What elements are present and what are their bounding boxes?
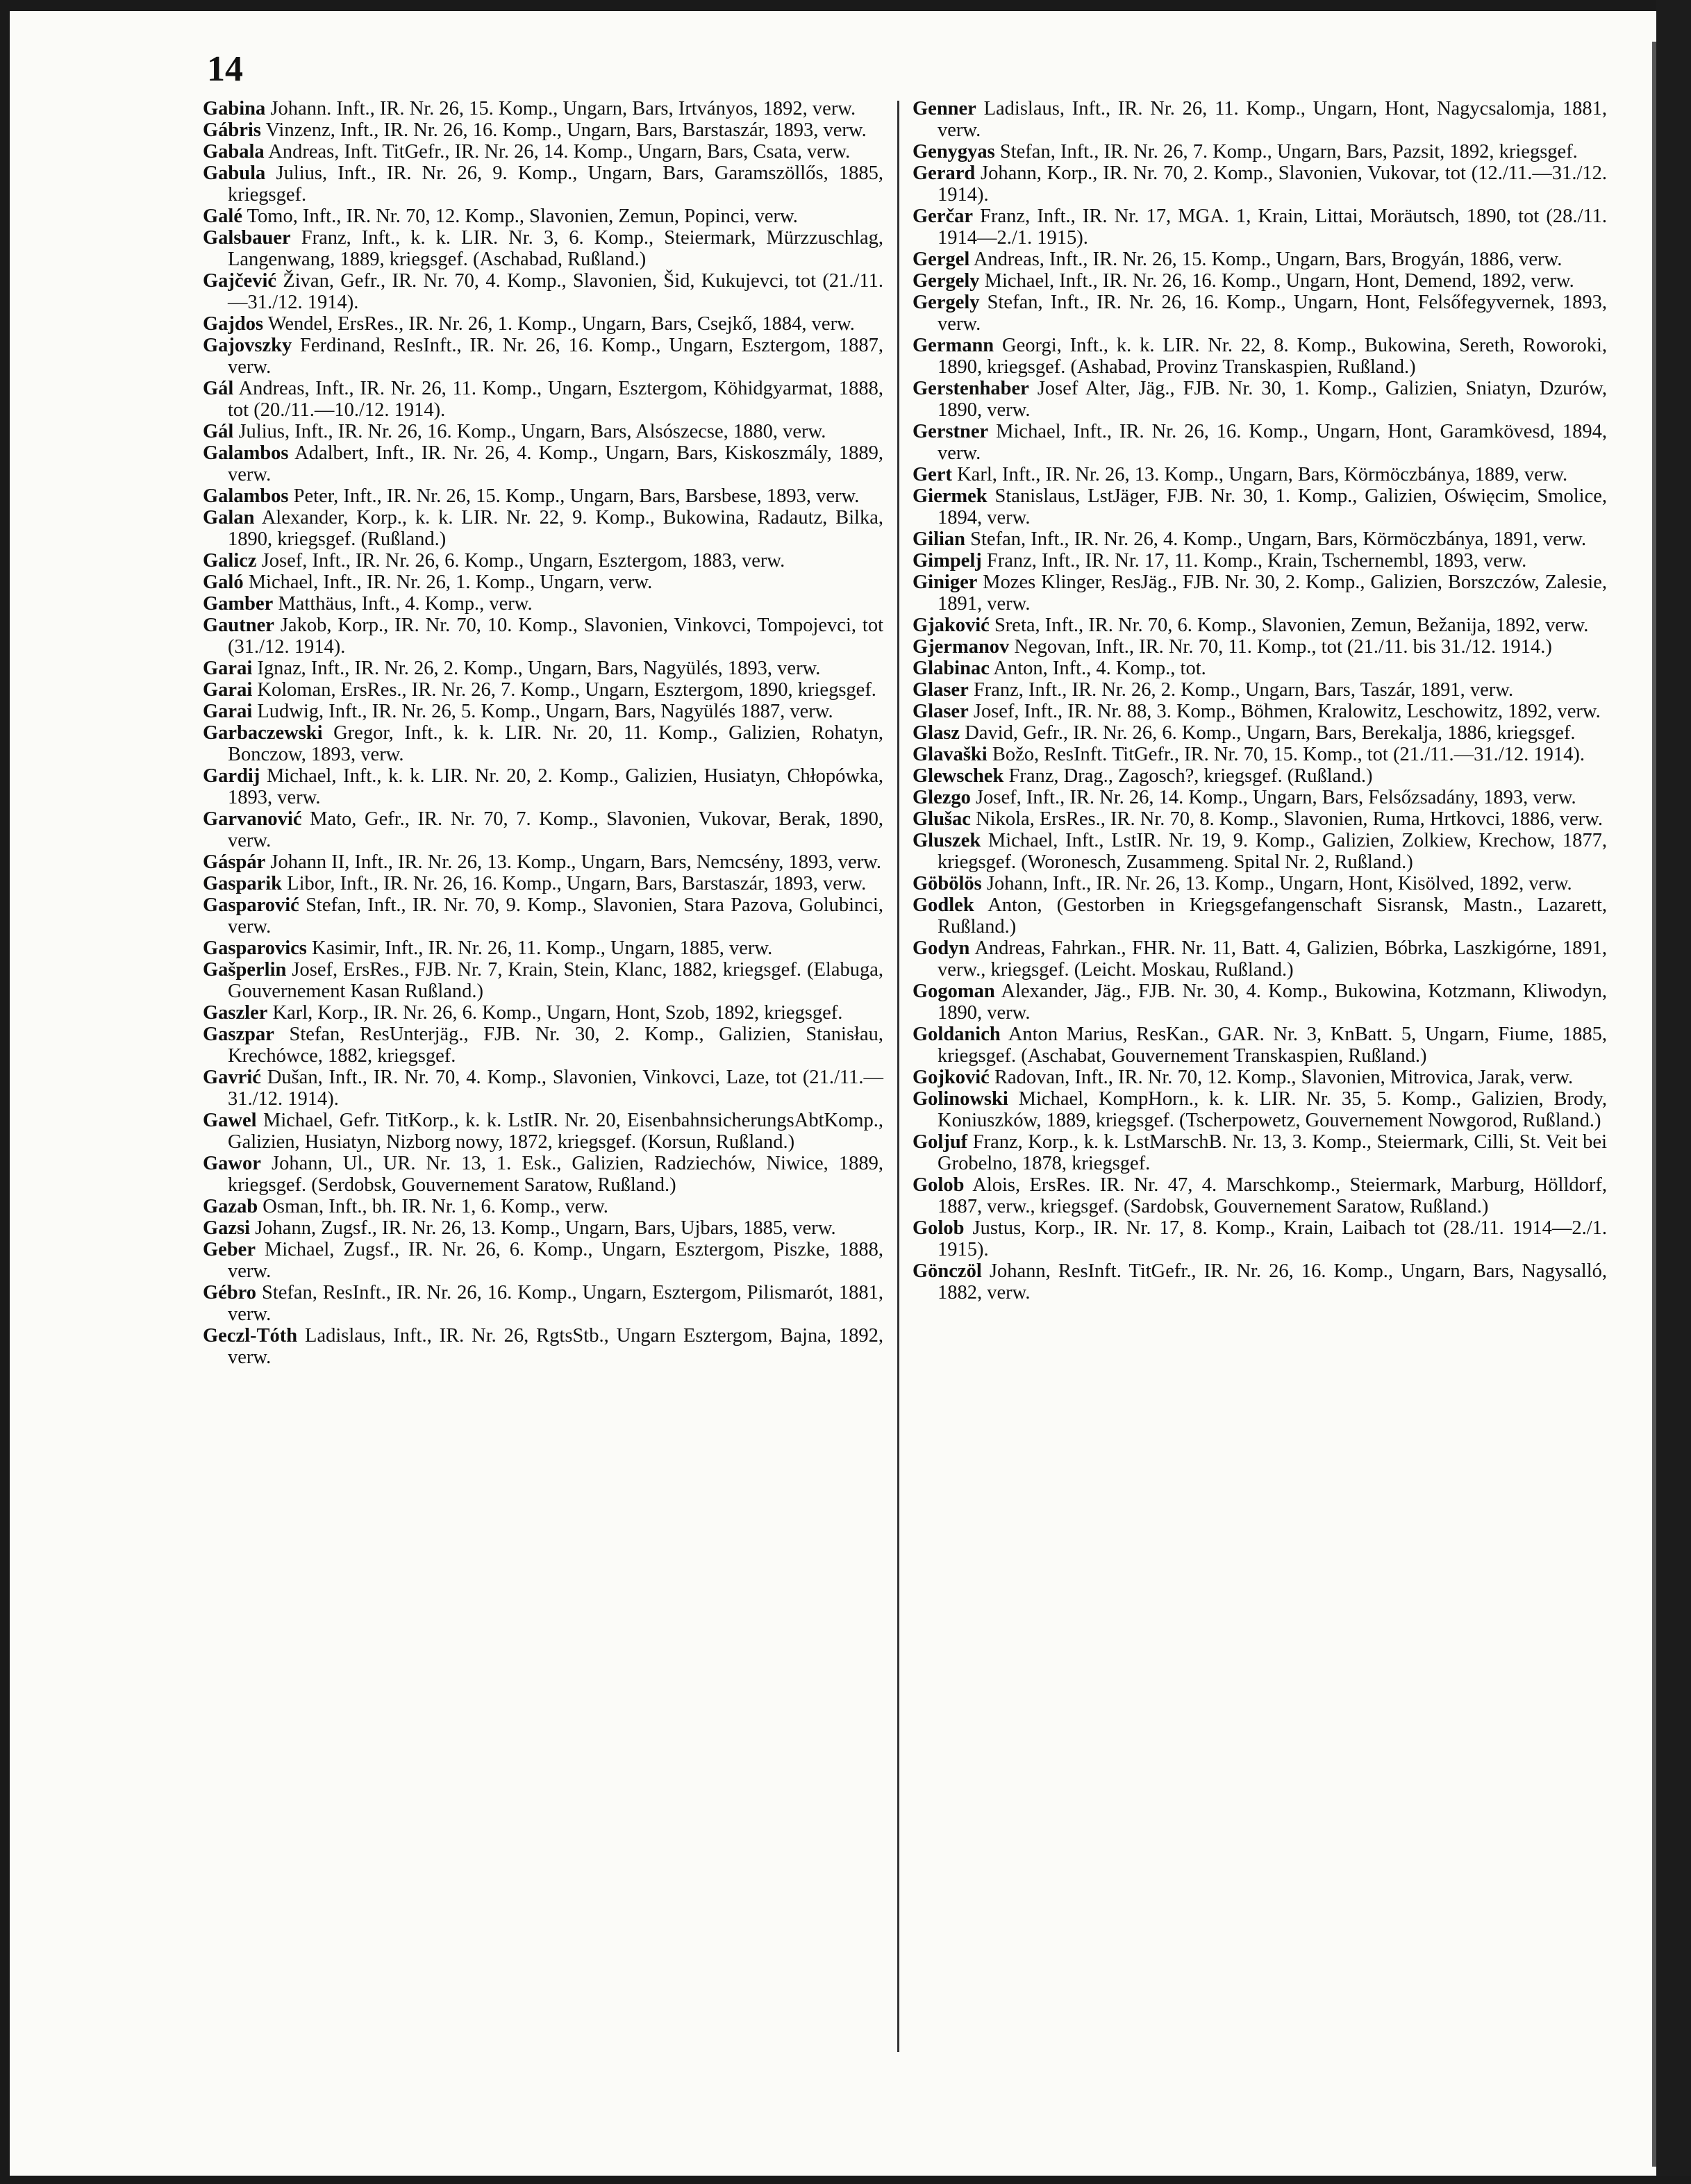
casualty-entry [203, 313, 883, 335]
entry-surname: Glušac [913, 808, 971, 830]
entry-surname: Glewschek [913, 765, 1004, 787]
casualty-entry [913, 894, 1607, 937]
entry-details: Andreas, Inft., IR. Nr. 26, 11. Komp., Ungarn, Esztergom, Köhidgyarmat, 1888, tot (20./11.—10./12. 1914). [228, 378, 883, 421]
casualty-entry [913, 1260, 1607, 1303]
entry-details: Stefan, ResUnterjäg., FJB. Nr. 30, 2. Komp., Galizien, Stanisłau, Krechówce, 1882, kriegsgef. [228, 1024, 883, 1067]
entry-details: Andreas, Fahrkan., FHR. Nr. 11, Batt. 4, Galizien, Bóbrka, Laszkigórne, 1891, verw., kriegsgef. (Leicht. Moskau, Rußland.) [938, 937, 1607, 981]
entry-surname: Gabula [203, 162, 266, 184]
entry-details: Georgi, Inft., k. k. LIR. Nr. 22, 8. Komp., Bukowina, Sereth, Roworoki, 1890, kriegsgef. (Ashabad, Provinz Transkaspien, Rußland.) [938, 335, 1607, 378]
entry-details: Michael, Inft., IR. Nr. 26, 1. Komp., Ungarn, verw. [243, 572, 653, 593]
casualty-entry [203, 378, 883, 421]
entry-surname: Gaszpar [203, 1024, 274, 1045]
casualty-entry [203, 1196, 883, 1217]
entry-details: Mozes Klinger, ResJäg., FJB. Nr. 30, 2. Komp., Galizien, Borszczów, Zalesie, 1891, verw. [938, 572, 1607, 615]
page-number: 14 [207, 49, 243, 89]
casualty-entry [913, 421, 1607, 464]
entry-details: Ferdinand, ResInft., IR. Nr. 26, 16. Komp., Ungarn, Esztergom, 1887, verw. [228, 335, 883, 378]
entry-surname: Gardij [203, 765, 260, 787]
entry-surname: Gabina [203, 98, 266, 119]
scan-edge-right-shadow [1652, 42, 1656, 2167]
entry-details: Mato, Gefr., IR. Nr. 70, 7. Komp., Slavonien, Vukovar, Berak, 1890, verw. [228, 808, 883, 851]
entry-surname: Garai [203, 658, 253, 679]
entry-surname: Giniger [913, 572, 978, 593]
entry-details: Andreas, Inft. TitGefr., IR. Nr. 26, 14. Komp., Ungarn, Bars, Csata, verw. [264, 141, 851, 162]
casualty-entry [203, 227, 883, 270]
entry-details: Julius, Inft., IR. Nr. 26, 16. Komp., Ungarn, Bars, Alsószecse, 1880, verw. [233, 421, 826, 442]
entry-surname: Gerard [913, 162, 976, 184]
left-column [203, 98, 883, 1368]
entry-surname: Gamber [203, 593, 274, 615]
entry-details: Franz, Inft., IR. Nr. 17, 11. Komp., Krain, Tschernembl, 1893, verw. [981, 550, 1527, 572]
casualty-entry [203, 679, 883, 701]
casualty-entry [203, 206, 883, 227]
entry-details: Radovan, Inft., IR. Nr. 70, 12. Komp., Slavonien, Mitrovica, Jarak, verw. [989, 1067, 1574, 1088]
casualty-entry [913, 981, 1607, 1024]
casualty-entry [913, 1067, 1607, 1088]
entry-surname: Gavrić [203, 1067, 261, 1088]
entry-surname: Golob [913, 1217, 965, 1239]
casualty-entry [203, 485, 883, 507]
entry-surname: Gerstner [913, 421, 989, 442]
entry-surname: Gawel [203, 1110, 257, 1131]
entry-surname: Gasparovics [203, 937, 307, 959]
entry-surname: Gazsi [203, 1217, 251, 1239]
entry-details: Kasimir, Inft., IR. Nr. 26, 11. Komp., Ungarn, 1885, verw. [306, 937, 773, 959]
entry-details: Osman, Inft., bh. IR. Nr. 1, 6. Komp., verw. [258, 1196, 608, 1217]
entry-details: Wendel, ErsRes., IR. Nr. 26, 1. Komp., Ungarn, Bars, Csejkő, 1884, verw. [263, 313, 855, 335]
entry-details: Michael, Inft., k. k. LIR. Nr. 20, 2. Komp., Galizien, Husiatyn, Chłopówka, 1893, verw. [228, 765, 883, 808]
casualty-entry [203, 1024, 883, 1067]
casualty-entry [913, 722, 1607, 744]
entry-surname: Gergely [913, 292, 980, 313]
casualty-entry [913, 270, 1607, 292]
entry-surname: Godyn [913, 937, 970, 959]
entry-surname: Gaszler [203, 1002, 268, 1024]
entry-details: Michael, Zugsf., IR. Nr. 26, 6. Komp., Ungarn, Esztergom, Piszke, 1888, verw. [228, 1239, 883, 1282]
entry-surname: Golinowski [913, 1088, 1008, 1110]
entry-details: Stanislaus, LstJäger, FJB. Nr. 30, 1. Komp., Galizien, Oświęcim, Smolice, 1894, verw. [938, 485, 1607, 528]
casualty-entry [203, 1325, 883, 1368]
casualty-entry [203, 894, 883, 937]
entry-surname: Galé [203, 206, 242, 227]
entry-details: Stefan, ResInft., IR. Nr. 26, 16. Komp., Ungarn, Esztergom, Pilismarót, 1881, verw. [228, 1282, 883, 1325]
entry-surname: Galsbauer [203, 227, 291, 249]
casualty-entry [203, 1110, 883, 1153]
entry-details: Johann. Inft., IR. Nr. 26, 15. Komp., Ungarn, Bars, Irtványos, 1892, verw. [265, 98, 856, 119]
entry-surname: Gasparik [203, 873, 283, 894]
entry-surname: Gerstenhaber [913, 378, 1029, 399]
casualty-entry [203, 722, 883, 765]
entry-details: Nikola, ErsRes., IR. Nr. 70, 8. Komp., Slavonien, Ruma, Hrtkovci, 1886, verw. [970, 808, 1603, 830]
scan-edge-bottom [0, 2176, 1691, 2184]
entry-surname: Garvanović [203, 808, 302, 830]
entry-details: Stefan, Inft., IR. Nr. 26, 16. Komp., Ungarn, Hont, Felsőfegyvernek, 1893, verw. [938, 292, 1607, 335]
entry-surname: Gasparović [203, 894, 299, 916]
casualty-entry [913, 873, 1607, 894]
entry-details: Josef, ErsRes., FJB. Nr. 7, Krain, Stein, Klanc, 1882, kriegsgef. (Elabuga, Gouvernement Kasan Rußland.) [228, 959, 883, 1002]
entry-surname: Geczl-Tóth [203, 1325, 298, 1347]
casualty-entry [913, 572, 1607, 615]
entry-surname: Gogoman [913, 981, 995, 1002]
entry-details: Ludwig, Inft., IR. Nr. 26, 5. Komp., Ungarn, Bars, Nagyülés 1887, verw. [252, 701, 833, 722]
entry-details: Johann, Zugsf., IR. Nr. 26, 13. Komp., Ungarn, Bars, Ujbars, 1885, verw. [250, 1217, 836, 1239]
casualty-entry [913, 378, 1607, 421]
entry-surname: Gluszek [913, 830, 981, 851]
entry-details: Alois, ErsRes. IR. Nr. 47, 4. Marschkomp., Steiermark, Marburg, Hölldorf, 1887, verw., kriegsgef. (Sardobsk, Gouvernement Saratow, Rußland.) [938, 1174, 1607, 1217]
entry-surname: Glasz [913, 722, 960, 744]
entry-surname: Gert [913, 464, 952, 485]
entry-details: Justus, Korp., IR. Nr. 17, 8. Komp., Krain, Laibach tot (28./11. 1914—2./1. 1915). [938, 1217, 1607, 1260]
casualty-entry [913, 744, 1607, 765]
casualty-entry [913, 249, 1607, 270]
entry-surname: Gajčević [203, 270, 277, 292]
entry-surname: Genner [913, 98, 976, 119]
entry-details: Franz, Korp., k. k. LstMarschB. Nr. 13, 3. Komp., Steiermark, Cilli, St. Veit bei Grobelno, 1878, kriegsgef. [938, 1131, 1607, 1174]
casualty-entry [913, 485, 1607, 528]
entry-details: Michael, KompHorn., k. k. LIR. Nr. 35, 5. Komp., Galizien, Brody, Koniuszków, 1889, kriegsgef. (Tscherpowetz, Gouvernement Nowgorod, Rußland.) [938, 1088, 1607, 1131]
casualty-entry [203, 937, 883, 959]
casualty-entry [203, 270, 883, 313]
casualty-entry [913, 335, 1607, 378]
entry-surname: Golob [913, 1174, 965, 1196]
scan-edge-right [1656, 0, 1691, 2184]
entry-details: Tomo, Inft., IR. Nr. 70, 12. Komp., Slavonien, Zemun, Popinci, verw. [242, 206, 798, 227]
entry-details: Karl, Inft., IR. Nr. 26, 13. Komp., Ungarn, Bars, Körmöczbánya, 1889, verw. [951, 464, 1568, 485]
entry-details: Libor, Inft., IR. Nr. 26, 16. Komp., Ungarn, Bars, Barstaszár, 1893, verw. [282, 873, 867, 894]
entry-details: Stefan, Inft., IR. Nr. 70, 9. Komp., Slavonien, Stara Pazova, Golubinci, verw. [228, 894, 883, 937]
casualty-entry [203, 119, 883, 141]
casualty-entry [203, 765, 883, 808]
casualty-entry [913, 1217, 1607, 1260]
entry-details: Sreta, Inft., IR. Nr. 70, 6. Komp., Slavonien, Zemun, Bežanija, 1892, verw. [989, 615, 1589, 636]
casualty-entry [913, 787, 1607, 808]
entry-surname: Gabala [203, 141, 265, 162]
casualty-entry [913, 830, 1607, 873]
casualty-entry [203, 1153, 883, 1196]
casualty-entry [913, 636, 1607, 658]
right-column [913, 98, 1607, 1303]
entry-surname: Gimpelj [913, 550, 982, 572]
entry-surname: Garbaczewski [203, 722, 323, 744]
casualty-entry [913, 701, 1607, 722]
entry-details: Josef, Inft., IR. Nr. 88, 3. Komp., Böhmen, Kralowitz, Leschowitz, 1892, verw. [968, 701, 1601, 722]
entry-details: Anton Marius, ResKan., GAR. Nr. 3, KnBatt. 5, Ungarn, Fiume, 1885, kriegsgef. (Aschabat, Gouvernement Transkaspien, Rußland.) [938, 1024, 1607, 1067]
entry-details: Vinzenz, Inft., IR. Nr. 26, 16. Komp., Ungarn, Bars, Barstaszár, 1893, verw. [260, 119, 867, 141]
scan-edge-top [0, 0, 1691, 11]
entry-surname: Gál [203, 378, 234, 399]
entry-surname: Goljuf [913, 1131, 968, 1153]
casualty-entry [203, 851, 883, 873]
entry-surname: Gawor [203, 1153, 261, 1174]
entry-details: Andreas, Inft., IR. Nr. 26, 15. Komp., Ungarn, Bars, Brogyán, 1886, verw. [969, 249, 1563, 270]
entry-surname: Gilian [913, 528, 966, 550]
entry-details: Anton, Inft., 4. Komp., tot. [989, 658, 1206, 679]
casualty-entry [913, 1131, 1607, 1174]
casualty-entry [203, 98, 883, 119]
casualty-entry [913, 98, 1607, 141]
casualty-entry [203, 1239, 883, 1282]
entry-details: Božo, ResInft. TitGefr., IR. Nr. 70, 15. Komp., tot (21./11.—31./12. 1914). [987, 744, 1585, 765]
entry-details: Ladislaus, Inft., IR. Nr. 26, RgtsStb., Ungarn Esztergom, Bajna, 1892, verw. [228, 1325, 883, 1368]
entry-details: Julius, Inft., IR. Nr. 26, 9. Komp., Ungarn, Bars, Garamszöllős, 1885, kriegsgef. [228, 162, 883, 206]
entry-surname: Germann [913, 335, 994, 356]
casualty-entry [913, 808, 1607, 830]
entry-details: Matthäus, Inft., 4. Komp., verw. [273, 593, 533, 615]
entry-details: Ignaz, Inft., IR. Nr. 26, 2. Komp., Ungarn, Bars, Nagyülés, 1893, verw. [252, 658, 821, 679]
casualty-entry [203, 1282, 883, 1325]
entry-surname: Galicz [203, 550, 257, 572]
casualty-entry [203, 615, 883, 658]
entry-surname: Gerčar [913, 206, 974, 227]
entry-details: Josef Alter, Jäg., FJB. Nr. 30, 1. Komp., Galizien, Sniatyn, Dzurów, 1890, verw. [938, 378, 1607, 421]
casualty-entry [913, 615, 1607, 636]
entry-details: Dušan, Inft., IR. Nr. 70, 4. Komp., Slavonien, Vinkovci, Laze, tot (21./11.—31./12. 1914). [228, 1067, 883, 1110]
entry-surname: Glavaški [913, 744, 988, 765]
entry-details: Michael, Inft., IR. Nr. 26, 16. Komp., Ungarn, Hont, Demend, 1892, verw. [979, 270, 1574, 292]
entry-surname: Galan [203, 507, 255, 528]
entry-details: Johann II, Inft., IR. Nr. 26, 13. Komp., Ungarn, Bars, Nemcsény, 1893, verw. [265, 851, 882, 873]
casualty-entry [203, 1002, 883, 1024]
casualty-entry [203, 873, 883, 894]
entry-surname: Galó [203, 572, 244, 593]
entry-surname: Gáspár [203, 851, 266, 873]
entry-surname: Gašperlin [203, 959, 287, 981]
casualty-entry [203, 442, 883, 485]
entry-surname: Glaser [913, 679, 969, 701]
entry-details: Franz, Inft., IR. Nr. 26, 2. Komp., Ungarn, Bars, Taszár, 1891, verw. [968, 679, 1514, 701]
entry-details: Johann, ResInft. TitGefr., IR. Nr. 26, 16. Komp., Ungarn, Bars, Nagysalló, 1882, verw. [938, 1260, 1607, 1303]
entry-surname: Gazab [203, 1196, 258, 1217]
entry-details: Živan, Gefr., IR. Nr. 70, 4. Komp., Slavonien, Šid, Kukujevci, tot (21./11.—31./12. 1914). [228, 270, 883, 313]
casualty-entry [203, 507, 883, 550]
casualty-entry [203, 550, 883, 572]
entry-surname: Gjaković [913, 615, 990, 636]
entry-details: Josef, Inft., IR. Nr. 26, 6. Komp., Ungarn, Esztergom, 1883, verw. [256, 550, 785, 572]
entry-details: Franz, Drag., Zagosch?, kriegsgef. (Rußland.) [1003, 765, 1373, 787]
casualty-entry [203, 1217, 883, 1239]
entry-surname: Garai [203, 679, 253, 701]
casualty-entry [203, 141, 883, 162]
entry-details: Alexander, Jäg., FJB. Nr. 30, 4. Komp., Bukowina, Kotzmann, Kliwodyn, 1890, verw. [938, 981, 1607, 1024]
scan-edge-left [0, 0, 10, 2184]
entry-surname: Gábris [203, 119, 261, 141]
column-divider [897, 101, 899, 2052]
casualty-entry [203, 335, 883, 378]
entry-surname: Gautner [203, 615, 274, 636]
entry-surname: Glezgo [913, 787, 971, 808]
casualty-entry [913, 292, 1607, 335]
entry-surname: Gönczöl [913, 1260, 982, 1282]
entry-surname: Giermek [913, 485, 988, 507]
entry-surname: Galambos [203, 485, 289, 507]
entry-surname: Gjermanov [913, 636, 1010, 658]
casualty-entry [203, 421, 883, 442]
entry-details: Johann, Korp., IR. Nr. 70, 2. Komp., Slavonien, Vukovar, tot (12./11.—31./12. 1914). [938, 162, 1607, 206]
entry-details: Adalbert, Inft., IR. Nr. 26, 4. Komp., Ungarn, Bars, Kiskoszmály, 1889, verw. [228, 442, 883, 485]
entry-details: Stefan, Inft., IR. Nr. 26, 4. Komp., Ungarn, Bars, Körmöczbánya, 1891, verw. [965, 528, 1587, 550]
casualty-entry [203, 658, 883, 679]
entry-details: Jakob, Korp., IR. Nr. 70, 10. Komp., Slavonien, Vinkovci, Tompojevci, tot (31./12. 1914). [228, 615, 883, 658]
entry-details: Koloman, ErsRes., IR. Nr. 26, 7. Komp., Ungarn, Esztergom, 1890, kriegsgef. [252, 679, 876, 701]
entry-surname: Gajovszky [203, 335, 292, 356]
entry-surname: Gergely [913, 270, 980, 292]
entry-details: Alexander, Korp., k. k. LIR. Nr. 22, 9. Komp., Bukowina, Radautz, Bilka, 1890, kriegsgef. (Rußland.) [228, 507, 883, 550]
entry-details: Michael, Inft., LstIR. Nr. 19, 9. Komp., Galizien, Zolkiew, Krechow, 1877, kriegsgef. (Woronesch, Zusammeng. Spital Nr. 2, Rußland.) [938, 830, 1607, 873]
casualty-entry [913, 162, 1607, 206]
casualty-entry [913, 550, 1607, 572]
entry-details: Gregor, Inft., k. k. LIR. Nr. 20, 11. Komp., Galizien, Rohatyn, Bonczow, 1893, verw. [228, 722, 883, 765]
entry-surname: Genygyas [913, 141, 995, 162]
casualty-entry [203, 593, 883, 615]
casualty-entry [203, 959, 883, 1002]
casualty-entry [913, 141, 1607, 162]
entry-surname: Goldanich [913, 1024, 1001, 1045]
entry-details: Franz, Inft., IR. Nr. 17, MGA. 1, Krain, Littai, Moräutsch, 1890, tot (28./11. 1914—2./1. 1915). [938, 206, 1607, 249]
casualty-entry [203, 701, 883, 722]
entry-details: Johann, Ul., UR. Nr. 13, 1. Esk., Galizien, Radziechów, Niwice, 1889, kriegsgef. (Serdobsk, Gouvernement Saratow, Rußland.) [228, 1153, 883, 1196]
casualty-entry [913, 1088, 1607, 1131]
casualty-entry [913, 937, 1607, 981]
entry-surname: Gál [203, 421, 234, 442]
entry-details: Johann, Inft., IR. Nr. 26, 13. Komp., Ungarn, Hont, Kisölved, 1892, verw. [981, 873, 1572, 894]
casualty-entry [913, 464, 1607, 485]
entry-details: Negovan, Inft., IR. Nr. 70, 11. Komp., tot (21./11. bis 31./12. 1914.) [1009, 636, 1552, 658]
casualty-entry [203, 808, 883, 851]
entry-surname: Glaser [913, 701, 969, 722]
entry-details: Stefan, Inft., IR. Nr. 26, 7. Komp., Ungarn, Bars, Pazsit, 1892, kriegsgef. [994, 141, 1578, 162]
casualty-entry [913, 679, 1607, 701]
entry-details: Peter, Inft., IR. Nr. 26, 15. Komp., Ungarn, Bars, Barsbese, 1893, verw. [288, 485, 860, 507]
entry-details: Josef, Inft., IR. Nr. 26, 14. Komp., Ungarn, Bars, Felsőzsadány, 1893, verw. [970, 787, 1576, 808]
entry-details: Ladislaus, Inft., IR. Nr. 26, 11. Komp., Ungarn, Hont, Nagycsalomja, 1881, verw. [938, 98, 1607, 141]
casualty-entry [913, 528, 1607, 550]
entry-surname: Gajdos [203, 313, 264, 335]
casualty-entry [913, 1174, 1607, 1217]
entry-surname: Gébro [203, 1282, 257, 1303]
entry-details: Karl, Korp., IR. Nr. 26, 6. Komp., Ungarn, Hont, Szob, 1892, kriegsgef. [267, 1002, 843, 1024]
casualty-entry [913, 1024, 1607, 1067]
entry-surname: Godlek [913, 894, 974, 916]
casualty-entry [913, 206, 1607, 249]
entry-details: Michael, Gefr. TitKorp., k. k. LstIR. Nr. 20, EisenbahnsicherungsAbtKomp., Galizien, Husiatyn, Nizborg nowy, 1872, kriegsgef. (Korsun, Rußland.) [228, 1110, 883, 1153]
entry-details: Michael, Inft., IR. Nr. 26, 16. Komp., Ungarn, Hont, Garamkövesd, 1894, verw. [938, 421, 1607, 464]
entry-surname: Galambos [203, 442, 289, 464]
casualty-entry [913, 658, 1607, 679]
entry-surname: Gergel [913, 249, 970, 270]
casualty-entry [203, 1067, 883, 1110]
entry-surname: Göbölös [913, 873, 982, 894]
casualty-entry [203, 162, 883, 206]
entry-surname: Glabinac [913, 658, 990, 679]
entry-details: Anton, (Gestorben in Kriegsgefangenschaft Sisransk, Mastn., Lazarett, Rußland.) [938, 894, 1607, 937]
entry-surname: Gojković [913, 1067, 990, 1088]
entry-surname: Garai [203, 701, 253, 722]
entry-surname: Geber [203, 1239, 256, 1260]
entry-details: David, Gefr., IR. Nr. 26, 6. Komp., Ungarn, Bars, Berekalja, 1886, kriegsgef. [960, 722, 1576, 744]
casualty-entry [203, 572, 883, 593]
casualty-entry [913, 765, 1607, 787]
entry-details: Franz, Inft., k. k. LIR. Nr. 3, 6. Komp., Steiermark, Mürzzuschlag, Langenwang, 1889, kriegsgef. (Aschabad, Rußland.) [228, 227, 883, 270]
